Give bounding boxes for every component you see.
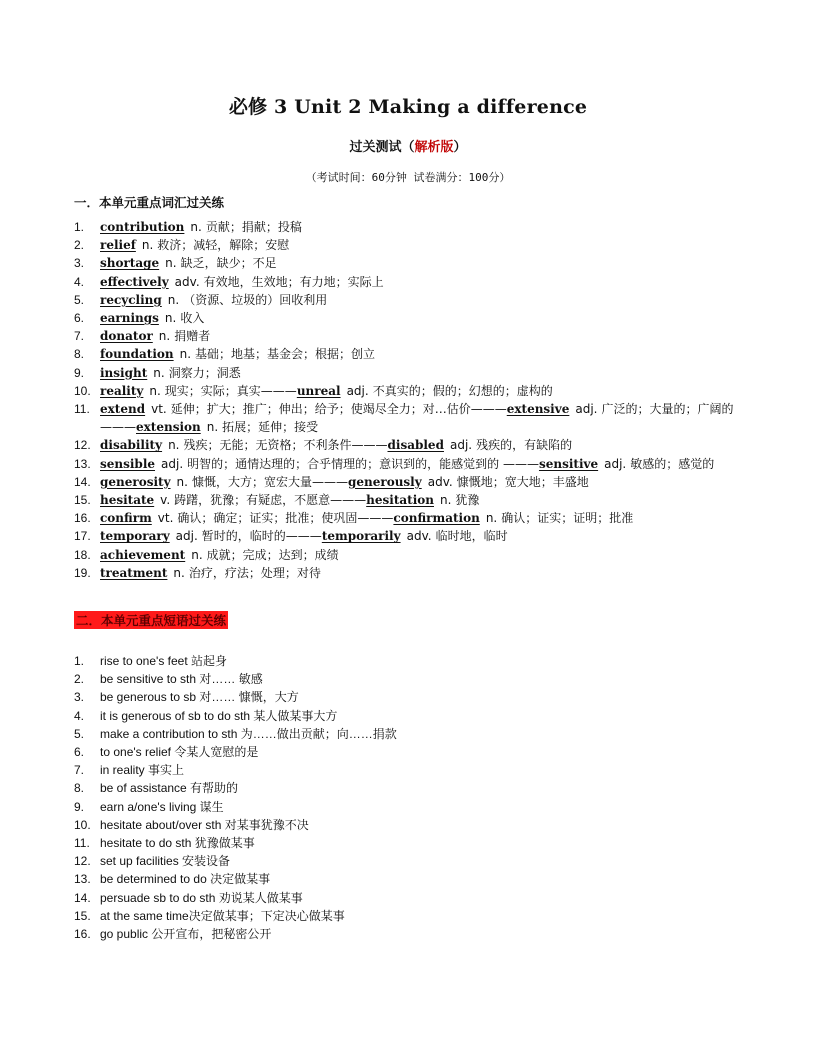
item-number: 10. <box>74 383 91 398</box>
definition: 明智的；通情达理的；合乎情理的；意识到的，能感觉到的 ——— <box>187 456 539 471</box>
part-of-speech: n. <box>176 474 188 489</box>
item-number: 3. <box>74 256 85 271</box>
part-of-speech: n. <box>191 547 203 562</box>
part-of-speech: n. <box>179 347 192 362</box>
item-number: 14. <box>74 474 91 489</box>
item-number: 5. <box>74 726 85 741</box>
item-number: 6. <box>74 311 85 326</box>
phrase-text: be generous to sb 对…… 慷慨，大方 <box>100 690 299 705</box>
vocab-word: sensible <box>100 456 156 471</box>
item-number: 8. <box>74 347 85 362</box>
part-of-speech: adj. <box>346 383 369 398</box>
part-of-speech: n. <box>149 383 161 398</box>
vocab-word: insight <box>100 365 148 380</box>
vocab-word: donator <box>100 329 153 344</box>
vocab-word: hesitate <box>100 493 155 508</box>
part-of-speech: n. <box>165 256 177 271</box>
definition: 残疾；无能；无资格；不利条件——— <box>183 438 388 453</box>
derived-word: generously <box>347 474 422 489</box>
list-item <box>74 852 744 870</box>
part-of-speech: adv. <box>406 529 432 544</box>
vocab-word: extend <box>100 402 146 417</box>
definition: 救济；减轻，解除；安慰 <box>157 238 290 253</box>
part-of-speech: n. <box>141 238 154 253</box>
item-number: 7. <box>74 763 85 778</box>
definition: 洞察力；洞悉 <box>168 365 241 380</box>
list-item <box>74 527 744 545</box>
phrase-text: set up facilities 安装设备 <box>100 854 231 869</box>
item-number: 10. <box>74 817 91 832</box>
list-item <box>74 816 744 834</box>
vocab-word: temporary <box>100 529 170 544</box>
list-item <box>74 743 744 761</box>
item-number: 12. <box>74 854 91 869</box>
item-number: 2. <box>74 238 85 253</box>
phrase-text: at the same time决定做某事；下定决心做某事 <box>100 908 345 923</box>
item-number: 2. <box>74 672 85 687</box>
vocab-word: confirm <box>100 511 152 526</box>
definition: 成就；完成；达到；成绩 <box>206 547 339 562</box>
exam-time-info: （考试时间：60分钟 试卷满分：100分） <box>305 171 511 184</box>
list-item <box>74 273 744 291</box>
phrase-text: persuade sb to do sth 劝说某人做某事 <box>100 890 303 905</box>
item-number: 1. <box>74 220 85 234</box>
vocab-word: relief <box>100 238 136 253</box>
definition: 不真实的；假的；幻想的；虚构的 <box>372 383 553 398</box>
item-number: 14. <box>74 890 91 905</box>
item-number: 5. <box>74 292 85 307</box>
list-item <box>74 455 744 473</box>
vocab-word: shortage <box>100 256 160 271</box>
list-item <box>74 564 744 582</box>
document-subtitle <box>0 136 816 155</box>
item-number: 13. <box>74 456 91 471</box>
phrase-text: to one's relief 令某人宽慰的是 <box>100 745 259 760</box>
definition: 缺乏，缺少；不足 <box>180 256 277 271</box>
vocab-word: generosity <box>100 474 171 489</box>
vocab-word: foundation <box>100 347 174 362</box>
part-of-speech: n. <box>206 420 219 435</box>
phrase-text: be sensitive to sth 对…… 敏感 <box>100 672 263 687</box>
item-number: 1. <box>74 654 85 668</box>
list-item <box>74 725 744 743</box>
item-number: 9. <box>74 365 85 380</box>
vocab-word: treatment <box>100 565 168 580</box>
part-of-speech: n. <box>485 511 498 526</box>
phrase-text: rise to one's feet 站起身 <box>100 654 228 668</box>
item-number: 16. <box>74 511 91 526</box>
part-of-speech: n. <box>164 311 177 326</box>
part-of-speech: n. <box>440 493 452 508</box>
list-item <box>74 889 744 907</box>
derived-word: confirmation <box>393 511 480 526</box>
definition: 临时地，临时 <box>435 529 508 544</box>
list-item <box>74 798 744 816</box>
definition: 广泛的；大量的；广阔的 ——— <box>100 402 734 435</box>
item-number: 19. <box>74 565 91 580</box>
vocab-word: disability <box>100 438 163 453</box>
item-number: 3. <box>74 690 85 705</box>
item-number: 13. <box>74 872 91 887</box>
vocab-word: reality <box>100 383 144 398</box>
item-number: 11. <box>74 402 90 417</box>
list-item <box>74 400 744 436</box>
item-number: 4. <box>74 274 85 289</box>
vocab-word: recycling <box>100 292 162 307</box>
derived-word: disabled <box>387 438 444 453</box>
section-phrase-heading: 二．本单元重点短语过关练 <box>76 613 227 628</box>
phrase-text: earn a/one's living 谋生 <box>100 799 224 814</box>
subtitle-suffix: ） <box>453 140 467 155</box>
derived-word: temporarily <box>321 529 401 544</box>
list-item <box>74 834 744 852</box>
item-number: 16. <box>74 927 91 942</box>
list-item <box>74 509 744 527</box>
phrase-text: in reality 事实上 <box>100 763 185 778</box>
part-of-speech: adj. <box>449 438 473 453</box>
list-item <box>74 491 744 509</box>
part-of-speech: n. <box>190 220 202 234</box>
item-number: 4. <box>74 708 85 723</box>
definition: （资源、垃圾的）回收利用 <box>183 292 328 307</box>
list-item <box>74 870 744 888</box>
subtitle-edition: 解析版 <box>414 140 454 155</box>
part-of-speech: n. <box>168 438 180 453</box>
list-item <box>74 652 744 670</box>
definition: 拓展；延伸；接受 <box>222 420 319 435</box>
phrase-list <box>74 652 744 943</box>
item-number: 12. <box>74 438 91 453</box>
list-item <box>74 779 744 797</box>
document-title: 必修 3 Unit 2 Making a difference <box>228 96 588 118</box>
phrase-text: it is generous of sb to do sth 某人做某事大方 <box>100 708 338 723</box>
part-of-speech: adj. <box>604 456 627 471</box>
vocab-word: earnings <box>100 311 159 326</box>
list-item <box>74 309 744 327</box>
definition: 残疾的，有缺陷的 <box>476 438 573 453</box>
vocab-word: contribution <box>100 220 185 234</box>
definition: 延伸；扩大；推广；伸出；给予；使竭尽全力；对…估价——— <box>170 402 507 417</box>
part-of-speech: adj. <box>161 456 184 471</box>
definition: 基础；地基；基金会；根据；创立 <box>195 347 376 362</box>
derived-word: extensive <box>506 402 570 417</box>
part-of-speech: n. <box>173 565 185 580</box>
definition: 犹豫 <box>455 493 480 508</box>
part-of-speech: adv. <box>174 274 200 289</box>
definition: 确认；证实；证明；批准 <box>501 511 634 526</box>
phrase-text: hesitate about/over sth 对某事犹豫不决 <box>100 817 309 832</box>
list-item <box>74 761 744 779</box>
part-of-speech: n. <box>158 329 171 344</box>
list-item <box>74 436 744 454</box>
definition: 捐赠者 <box>174 329 211 344</box>
list-item <box>74 254 744 272</box>
list-item <box>74 688 744 706</box>
phrase-text: make a contribution to sth 为……做出贡献；向……捐款 <box>100 726 397 741</box>
item-number: 15. <box>74 493 91 508</box>
list-item <box>74 925 744 943</box>
list-item <box>74 218 744 236</box>
part-of-speech: adj. <box>575 402 598 417</box>
list-item <box>74 907 744 925</box>
part-of-speech: n. <box>167 292 180 307</box>
definition: 治疗，疗法；处理；对待 <box>188 565 321 580</box>
part-of-speech: adv. <box>427 474 453 489</box>
list-item <box>74 291 744 309</box>
derived-word: hesitation <box>366 493 434 508</box>
item-number: 17. <box>74 529 91 544</box>
phrase-text: go public 公开宣布，把秘密公开 <box>100 927 272 942</box>
item-number: 18. <box>74 547 91 562</box>
part-of-speech: adj. <box>175 529 198 544</box>
item-number: 8. <box>74 781 85 796</box>
list-item <box>74 546 744 564</box>
list-item <box>74 707 744 725</box>
derived-word: extension <box>136 420 201 435</box>
list-item <box>74 364 744 382</box>
phrase-text: hesitate to do sth 犹豫做某事 <box>100 836 255 851</box>
vocab-word: achievement <box>100 547 186 562</box>
definition: 收入 <box>180 311 205 326</box>
definition: 踌躇，犹豫；有疑虑，不愿意——— <box>174 493 367 508</box>
item-number: 9. <box>74 799 85 814</box>
phrase-text: be determined to do 决定做某事 <box>100 872 271 887</box>
definition: 有效地，生效地；有力地；实际上 <box>203 274 384 289</box>
part-of-speech: n. <box>153 365 165 380</box>
item-number: 7. <box>74 329 85 344</box>
list-item <box>74 345 744 363</box>
definition: 敏感的；感觉的 <box>630 456 715 471</box>
list-item <box>74 473 744 491</box>
list-item <box>74 382 744 400</box>
vocab-list <box>74 218 744 582</box>
definition: 暂时的，临时的——— <box>201 529 322 544</box>
section-vocab-heading: 一．本单元重点词汇过关练 <box>74 195 225 210</box>
list-item <box>74 236 744 254</box>
part-of-speech: vt. <box>157 511 174 526</box>
definition: 现实；实际；真实——— <box>164 383 297 398</box>
list-item <box>74 670 744 688</box>
item-number: 6. <box>74 745 85 760</box>
derived-word: sensitive <box>538 456 599 471</box>
vocab-word: effectively <box>100 274 169 289</box>
item-number: 11. <box>74 836 90 851</box>
list-item <box>74 327 744 345</box>
part-of-speech: vt. <box>151 402 167 417</box>
item-number: 15. <box>74 908 91 923</box>
subtitle-prefix: 过关测试（ <box>349 140 415 155</box>
definition: 贡献；捐献；投稿 <box>205 220 302 234</box>
definition: 慷慨，大方；宽宏大量——— <box>191 474 348 489</box>
derived-word: unreal <box>296 383 341 398</box>
part-of-speech: v. <box>160 493 171 508</box>
definition: 慷慨地；宽大地；丰盛地 <box>456 474 589 489</box>
phrase-text: be of assistance 有帮助的 <box>100 781 239 796</box>
definition: 确认；确定；证实；批准；使巩固——— <box>177 511 394 526</box>
